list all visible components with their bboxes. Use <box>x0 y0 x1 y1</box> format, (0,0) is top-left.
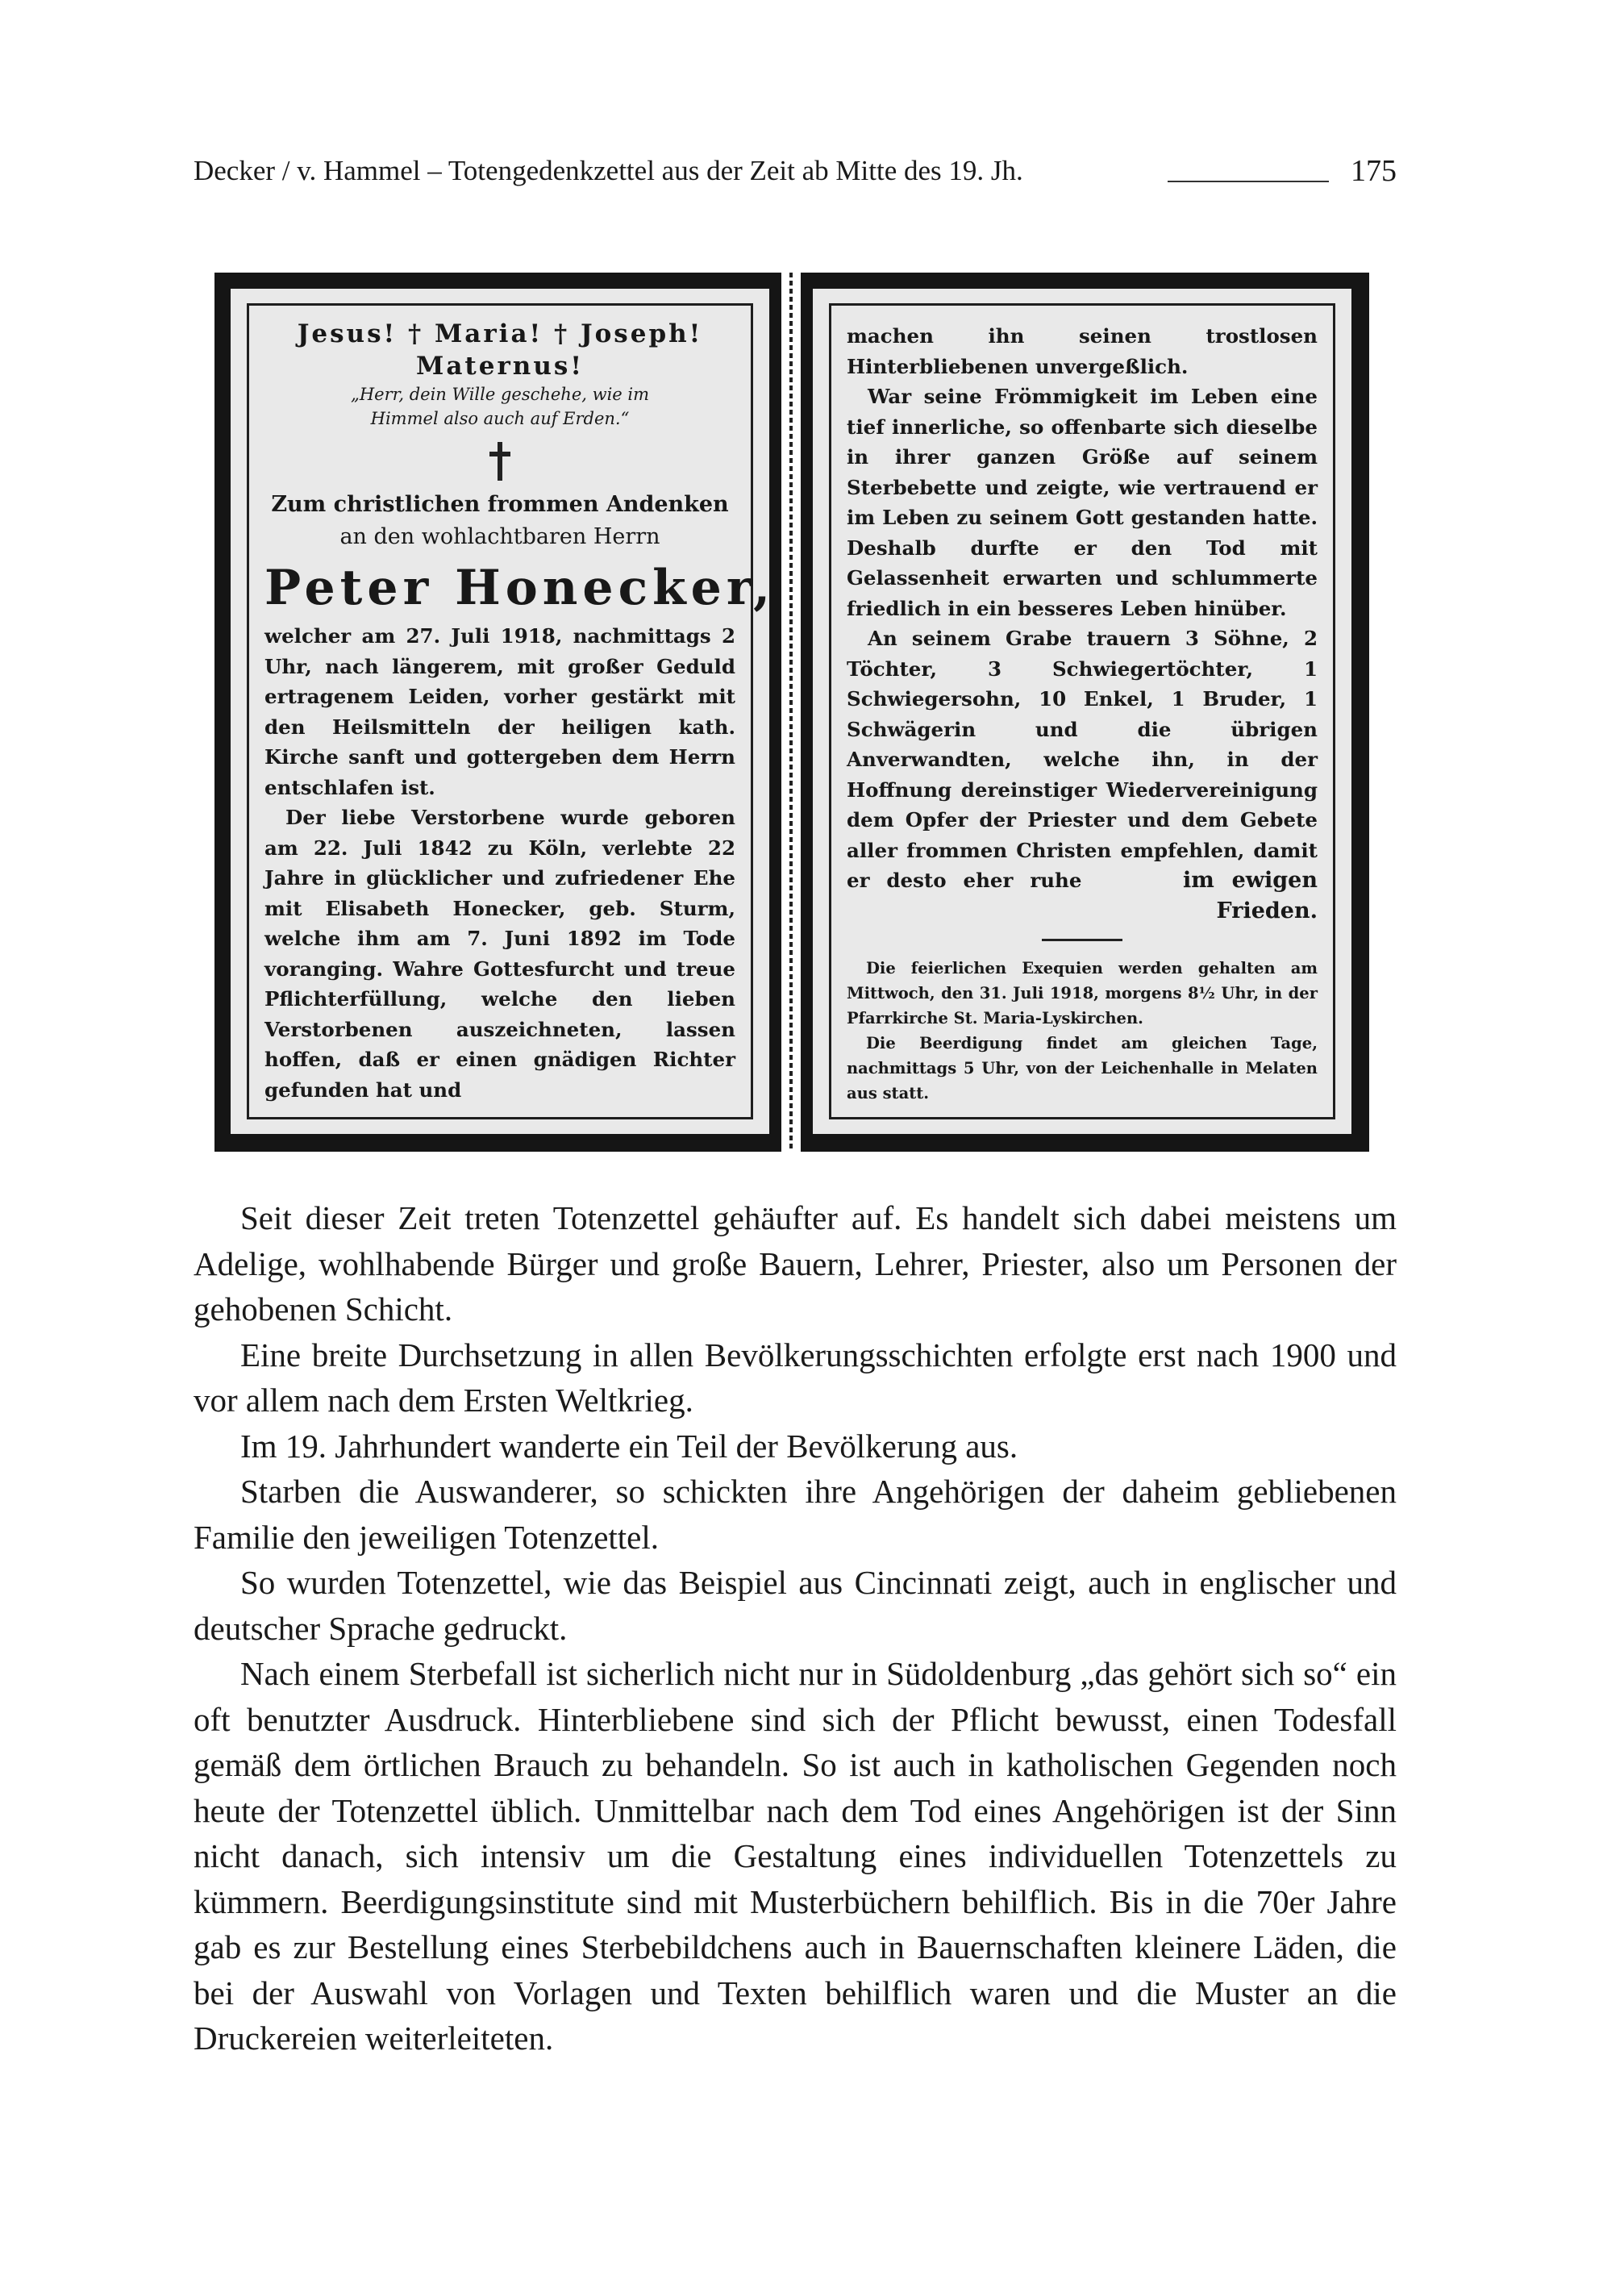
page-number: 175 <box>1351 154 1397 188</box>
body-text <box>194 1195 1397 2061</box>
card-quote-line: Himmel also auch auf Erden.“ <box>370 409 630 428</box>
card-fold <box>781 273 801 1152</box>
card-notice: Die feierlichen Exequien werden gehalten am Mittwoch, den 31. Juli 1918, morgens 8½ Uhr, in der Pfarrkirche St. Maria-Lyskirchen. <box>847 959 1318 1027</box>
card-closing: im ewigen Frieden. <box>1183 868 1318 923</box>
card-quote-line: „Herr, dein Wille geschehe, wie im <box>350 385 650 404</box>
body-paragraph: Starben die Auswanderer, so schickten ihre Angehörigen der daheim gebliebenen Familie den jeweiligen Totenzettel. <box>194 1473 1397 1556</box>
running-header <box>194 150 1397 192</box>
card-paragraph: Der liebe Verstorbene wurde geboren am 22. Juli 1842 zu Köln, verlebte 22 Jahre in glücklicher und zufriedener Ehe mit Elisabeth Honecker, geb. Sturm, welche ihm am 7. Juni 1892 im Tode voranging. Wahre Gottesfurcht und treue Pflichterfüllung, welche den lieben Verstorbenen auszeichneten, lassen hoffen, daß er einen gnädigen Richter gefunden hat und <box>264 806 735 1102</box>
card-right-body <box>847 321 1318 926</box>
card-left-text <box>264 318 775 1105</box>
card-memorial-subheading: an den wohlachtbaren Herrn <box>339 524 660 549</box>
card-divider <box>1042 939 1122 941</box>
header-rule <box>1168 181 1329 182</box>
body-paragraph: Im 19. Jahrhundert wanderte ein Teil der Bevölkerung aus. <box>240 1427 1018 1465</box>
card-invocation: Jesus! † Maria! † Joseph! <box>297 319 703 348</box>
card-memorial-heading: Zum christlichen frommen Andenken <box>271 492 729 517</box>
card-right-text <box>847 321 1318 1106</box>
body-paragraph: Eine breite Durchsetzung in allen Bevölkerungsschichten erfolgte erst nach 1900 und vor allem nach dem Ersten Weltkrieg. <box>194 1336 1397 1419</box>
running-title: Decker / v. Hammel – Totengedenkzettel aus der Zeit ab Mitte des 19. Jh. <box>194 155 1023 186</box>
card-paragraph: machen ihn seinen trostlosen Hinterbliebenen unvergeßlich. <box>847 324 1318 378</box>
card-panel-left <box>231 289 775 1134</box>
card-paragraph: War seine Frömmigkeit im Leben eine tief innerliche, so offenbarte sich dieselbe in ihrer ganzen Größe auf seinem Sterbebette und zeigte, wie vertrauend er im Leben zu seinem Gott gestanden hatte. Deshalb durfte er den Tod mit Gelassenheit erwarten und schlummerte friedlich in ein besseres Leben hinüber. <box>847 385 1318 620</box>
body-paragraph: So wurden Totenzettel, wie das Beispiel aus Cincinnati zeigt, auch in englischer und deutscher Sprache gedruckt. <box>194 1564 1397 1647</box>
card-paragraph <box>847 623 1318 926</box>
obituary-card-figure <box>214 273 1369 1152</box>
cross-icon <box>488 442 512 481</box>
card-invocation-saint: Maternus! <box>416 352 584 381</box>
card-notice: Die Beerdigung findet am gleichen Tage, nachmittags 5 Uhr, von der Leichenhalle in Melaten aus statt. <box>847 1034 1318 1102</box>
card-panel-right <box>813 289 1351 1134</box>
card-left-body <box>264 621 735 1105</box>
card-paragraph: welcher am 27. Juli 1918, nachmittags 2 Uhr, nach längerem, mit großer Geduld ertragenem Leiden, vorher gestärkt mit den Heilsmitteln der heiligen kath. Kirche sanft und gottergeben dem Herrn entschlafen ist. <box>264 624 735 799</box>
body-paragraph: Nach einem Sterbefall ist sicherlich nicht nur in Südoldenburg „das gehört sich so“ ein oft benutzter Ausdruck. Hinterbliebene sind sich der Pflicht bewusst, einen Todesfall gemäß dem örtlichen Brauch zu behandeln. So ist auch in katholischen Gegenden noch heute der Totenzettel üblich. Unmittelbar nach dem Tod eines Angehörigen ist der Sinn nicht danach, sich intensiv um die Gestaltung eines individuellen Totenzettels zu kümmern. Beerdigungsinstitute sind mit Musterbüchern behilflich. Bis in die 70er Jahre gab es zur Bestellung eines Sterbebildchens auch in Bauernschaften kleinere Läden, die bei der Auswahl von Vorlagen und Texten behilflich waren und die Muster an die Druckereien weiterleiteten. <box>194 1655 1397 2057</box>
deceased-name: Peter Honecker, <box>264 560 775 616</box>
card-notices <box>847 956 1318 1106</box>
card-paragraph-text: An seinem Grabe trauern 3 Söhne, 2 Töchter, 3 Schwiegertöchter, 1 Schwiegersohn, 10 Enkel, 1 Bruder, 1 Schwägerin und die übrigen Anverwandten, welche ihn, in der Hoffnung dereinstiger Wiedervereinigung dem Opfer der Priester und dem Gebete aller frommen Christen empfehlen, damit er desto eher ruhe <box>847 627 1318 892</box>
body-paragraph: Seit dieser Zeit treten Totenzettel gehäufter auf. Es handelt sich dabei meistens um Adelige, wohlhabende Bürger und große Bauern, Lehrer, Priester, also um Personen der gehobenen Schicht. <box>194 1199 1397 1328</box>
